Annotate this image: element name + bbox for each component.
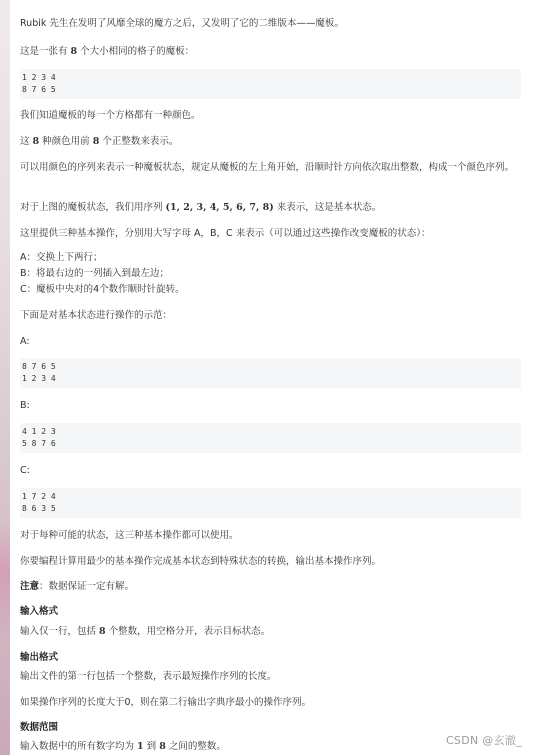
math-sequence: (1, 2, 3, 4, 5, 6, 7, 8) xyxy=(165,202,274,213)
code-line: 8 7 6 5 xyxy=(22,85,56,94)
colors-paragraph-2 xyxy=(20,135,522,149)
problem-statement xyxy=(20,0,522,755)
text-segment: 之间的整数。 xyxy=(165,741,226,752)
text-segment: B: xyxy=(20,400,30,411)
example-c-label xyxy=(20,464,522,478)
text-segment: B：将最右边的一列插入到最左边； xyxy=(20,268,170,279)
text-segment: A: xyxy=(20,336,30,347)
math-number: 8 xyxy=(99,626,106,637)
text-segment: 个大小相同的格子的魔板： xyxy=(77,46,195,57)
code-block-example-c xyxy=(20,488,521,518)
math-number: 8 xyxy=(159,741,166,752)
task-paragraph-2 xyxy=(20,555,522,569)
text-segment: 输入格式 xyxy=(20,606,59,617)
text-segment: 你要编程计算用最少的基本操作完成基本状态到特殊状态的转换，输出基本操作序列。 xyxy=(20,556,382,567)
math-number: 8 xyxy=(92,136,100,147)
left-background-strip xyxy=(0,0,10,755)
text-segment: 输入仅一行，包括 xyxy=(20,626,100,637)
text-segment: 对于上图的魔板状态，我们用序列 xyxy=(20,202,166,213)
text-segment: 这是一张有 xyxy=(20,46,71,57)
text-segment: C：魔板中央对的4个数作顺时针旋转。 xyxy=(20,284,185,295)
text-segment: 这 xyxy=(20,136,33,147)
task-paragraph-1 xyxy=(20,529,522,543)
text-segment: 这里提供三种基本操作，分别用大写字母 A，B，C 来表示（可以通过这些操作改变魔板的状态）： xyxy=(20,228,431,239)
text-segment: 输出格式 xyxy=(20,652,59,663)
code-line: 5 8 7 6 xyxy=(22,439,56,448)
text-segment: 输入数据中的所有数字均为 xyxy=(20,741,138,752)
code-line: 4 1 2 3 xyxy=(22,427,56,436)
math-number: 8 xyxy=(70,46,78,57)
operation-a xyxy=(20,251,522,265)
code-line: 8 7 6 5 xyxy=(22,362,56,371)
example-a-label xyxy=(20,335,522,349)
operation-c xyxy=(20,283,522,297)
text-segment: 种颜色用前 xyxy=(39,136,93,147)
code-line: 1 2 3 4 xyxy=(22,73,56,82)
operation-b xyxy=(20,267,522,281)
text-segment: A：交换上下两行； xyxy=(20,252,103,263)
code-line: 8 6 3 5 xyxy=(22,504,56,513)
text-segment: 我们知道魔板的每一个方格都有一种颜色。 xyxy=(20,110,201,121)
text-segment: 到 xyxy=(143,741,160,752)
code-line: 1 7 2 4 xyxy=(22,492,56,501)
note-label: 注意 xyxy=(20,581,40,592)
output-format-heading xyxy=(20,651,522,665)
code-line: 1 2 3 4 xyxy=(22,374,56,383)
colors-paragraph-1 xyxy=(20,109,522,123)
code-block-example-a xyxy=(20,358,521,388)
board-description xyxy=(20,45,522,59)
example-b-label xyxy=(20,399,522,413)
text-segment: 下面是对基本状态进行操作的示范： xyxy=(20,310,173,321)
operations-demo-intro xyxy=(20,309,522,323)
math-number: 1 xyxy=(137,741,144,752)
text-segment: 输出文件的第一行包括一个整数，表示最短操作序列的长度。 xyxy=(20,671,277,682)
colors-paragraph-3 xyxy=(20,161,520,175)
text-segment: ：数据保证一定有解。 xyxy=(39,581,135,592)
input-format-text xyxy=(20,625,522,639)
text-segment: 可以用颜色的序列来表示一种魔板状态，规定从魔板的左上角开始，沿顺时针方向依次取出整数，构成一个颜色序列。 xyxy=(20,162,515,173)
text-segment: 来表示，这是基本状态。 xyxy=(273,202,382,213)
code-block-example-b xyxy=(20,423,521,453)
text-segment: 个正整数来表示。 xyxy=(99,136,179,147)
note-paragraph xyxy=(20,580,522,594)
output-format-line-1 xyxy=(20,670,522,684)
input-format-heading xyxy=(20,605,522,619)
colors-paragraph-4 xyxy=(20,201,522,215)
output-format-line-2 xyxy=(20,696,522,710)
text-segment: 对于每种可能的状态，这三种基本操作都可以使用。 xyxy=(20,530,239,541)
intro-paragraph xyxy=(20,17,522,31)
operations-intro xyxy=(20,227,522,241)
text-segment: 数据范围 xyxy=(20,722,59,733)
text-segment: C: xyxy=(20,465,30,476)
text-segment: 如果操作序列的长度大于0，则在第二行输出字典序最小的操作序列。 xyxy=(20,697,312,708)
code-block-initial-board xyxy=(20,69,521,99)
csdn-watermark: CSDN @玄澈_ xyxy=(445,734,522,747)
intro-text: Rubik 先生在发明了风靡全球的魔方之后，又发明了它的二维版本——魔板。 xyxy=(20,18,344,29)
text-segment: 个整数，用空格分开，表示目标状态。 xyxy=(105,626,271,637)
math-number: 8 xyxy=(32,136,40,147)
